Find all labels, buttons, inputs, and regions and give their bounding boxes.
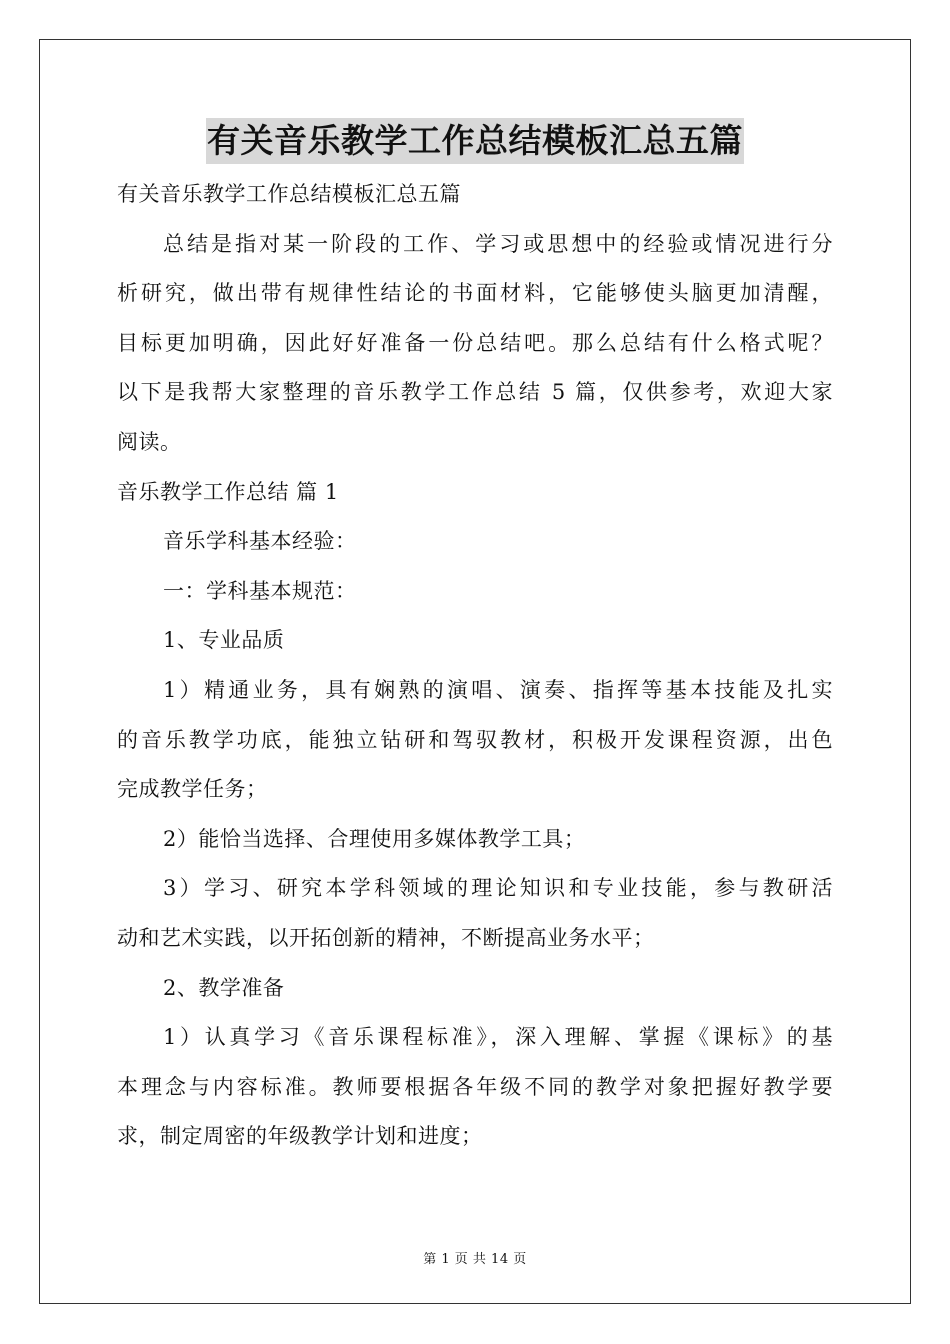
text-line: 总结是指对某一阶段的工作、学习或思想中的经验或情况进行分 — [163, 231, 833, 256]
text-line: 1）精通业务，具有娴熟的演唱、演奏、指挥等基本技能及扎实 — [163, 677, 833, 702]
text-line: 2）能恰当选择、合理使用多媒体教学工具； — [163, 826, 586, 851]
text-line: 求，制定周密的年级教学计划和进度； — [117, 1124, 483, 1149]
paragraph — [117, 666, 833, 815]
text-line: 的音乐教学功底，能独立钻研和驾驭教材，积极开发课程资源，出色 — [117, 727, 833, 752]
title-row — [117, 118, 833, 170]
text-line: 2、教学准备 — [163, 975, 285, 1000]
text-line: 一：学科基本规范： — [163, 578, 357, 603]
text-line: 3）学习、研究本学科领域的理论知识和专业技能，参与教研活 — [163, 876, 833, 901]
text-line: 以下是我帮大家整理的音乐教学工作总结 5 篇，仅供参考，欢迎大家 — [117, 380, 833, 405]
paragraph — [117, 815, 833, 865]
paragraph — [117, 170, 833, 220]
text-line: 完成教学任务； — [117, 777, 268, 802]
document-title: 有关音乐教学工作总结模板汇总五篇 — [206, 118, 744, 164]
document-body — [117, 118, 833, 1162]
page-footer: 第 1 页 共 14 页 — [423, 1252, 527, 1267]
paragraph-list — [117, 170, 833, 1162]
paragraph — [117, 220, 833, 468]
paragraph — [117, 517, 833, 567]
paragraph — [117, 1013, 833, 1162]
text-line: 本理念与内容标准。教师要根据各年级不同的教学对象把握好教学要 — [117, 1074, 833, 1099]
paragraph — [117, 864, 833, 963]
paragraph — [117, 616, 833, 666]
paragraph — [117, 964, 833, 1014]
text-line: 1）认真学习《音乐课程标准》，深入理解、掌握《课标》的基 — [163, 1025, 833, 1050]
text-line: 目标更加明确，因此好好准备一份总结吧。那么总结有什么格式呢？ — [117, 330, 833, 355]
text-line: 析研究，做出带有规律性结论的书面材料，它能够使头脑更加清醒， — [117, 281, 833, 306]
text-line: 1、专业品质 — [163, 628, 285, 653]
text-line: 阅读。 — [117, 429, 182, 454]
text-line: 有关音乐教学工作总结模板汇总五篇 — [117, 182, 461, 206]
paragraph — [117, 567, 833, 617]
text-line: 动和艺术实践，以开拓创新的精神，不断提高业务水平； — [117, 925, 655, 950]
text-line: 音乐教学工作总结 篇 1 — [117, 479, 339, 504]
paragraph — [117, 468, 833, 518]
text-line: 音乐学科基本经验： — [163, 529, 357, 554]
